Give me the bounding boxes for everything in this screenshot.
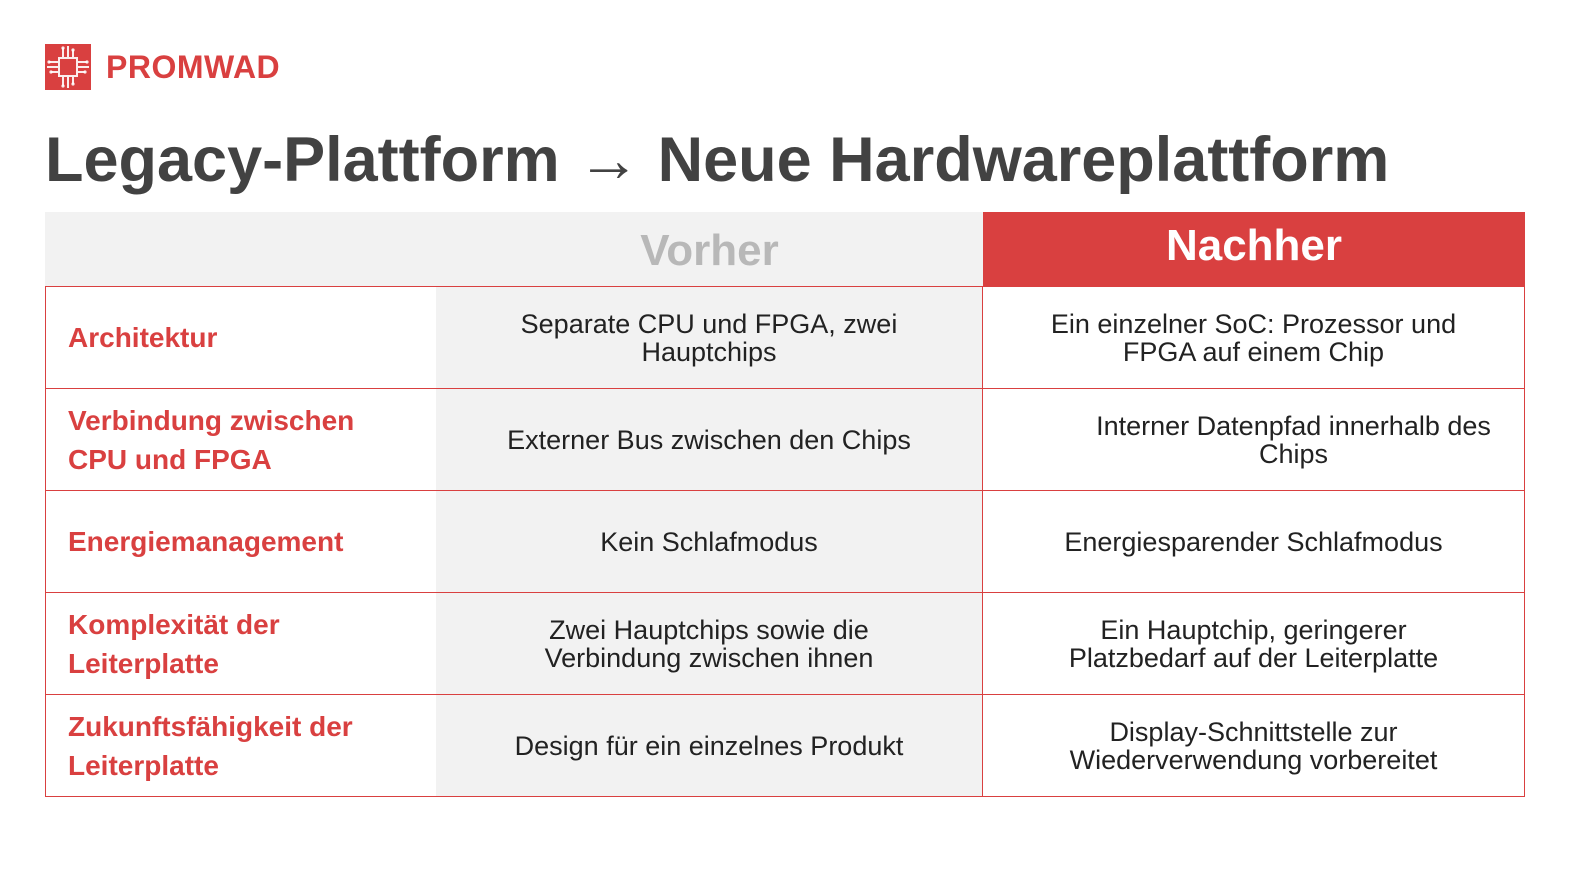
comparison-table (45, 212, 1525, 797)
after-cell: Interner Datenpfad innerhalb des Chips (982, 389, 1524, 490)
after-cell: Energiesparender Schlafmodus (982, 491, 1524, 592)
page-title: Legacy-Plattform → Neue Hardwareplattform (45, 125, 1390, 195)
table-row (46, 287, 1524, 389)
table-row (46, 491, 1524, 593)
row-label: Zukunftsfähigkeit der Leiterplatte (46, 695, 436, 796)
table-row (46, 695, 1524, 797)
header-after: Nachher (983, 212, 1525, 286)
header-before: Vorher (436, 212, 983, 286)
after-cell: Ein Hauptchip, geringerer Platzbedarf auf der Leiterplatte (982, 593, 1524, 694)
table-body (45, 286, 1525, 797)
row-label: Verbindung zwischen CPU und FPGA (46, 389, 436, 490)
before-cell: Zwei Hauptchips sowie die Verbindung zwischen ihnen (436, 593, 982, 694)
header-empty-cell (45, 212, 436, 286)
before-cell: Externer Bus zwischen den Chips (436, 389, 982, 490)
before-cell: Separate CPU und FPGA, zwei Hauptchips (436, 287, 982, 388)
chip-logo-icon (45, 44, 91, 90)
row-label: Energiemanagement (46, 491, 436, 592)
before-cell: Kein Schlafmodus (436, 491, 982, 592)
brand-name: PROMWAD (106, 49, 281, 85)
before-cell: Design für ein einzelnes Produkt (436, 695, 982, 796)
table-row (46, 389, 1524, 491)
row-label: Komplexität der Leiterplatte (46, 593, 436, 694)
after-cell: Ein einzelner SoC: Prozessor und FPGA auf einem Chip (982, 287, 1524, 388)
brand-logo (45, 44, 280, 90)
table-header (45, 212, 1525, 286)
after-cell: Display-Schnittstelle zur Wiederverwendung vorbereitet (982, 695, 1524, 796)
row-label: Architektur (46, 287, 436, 388)
table-row (46, 593, 1524, 695)
